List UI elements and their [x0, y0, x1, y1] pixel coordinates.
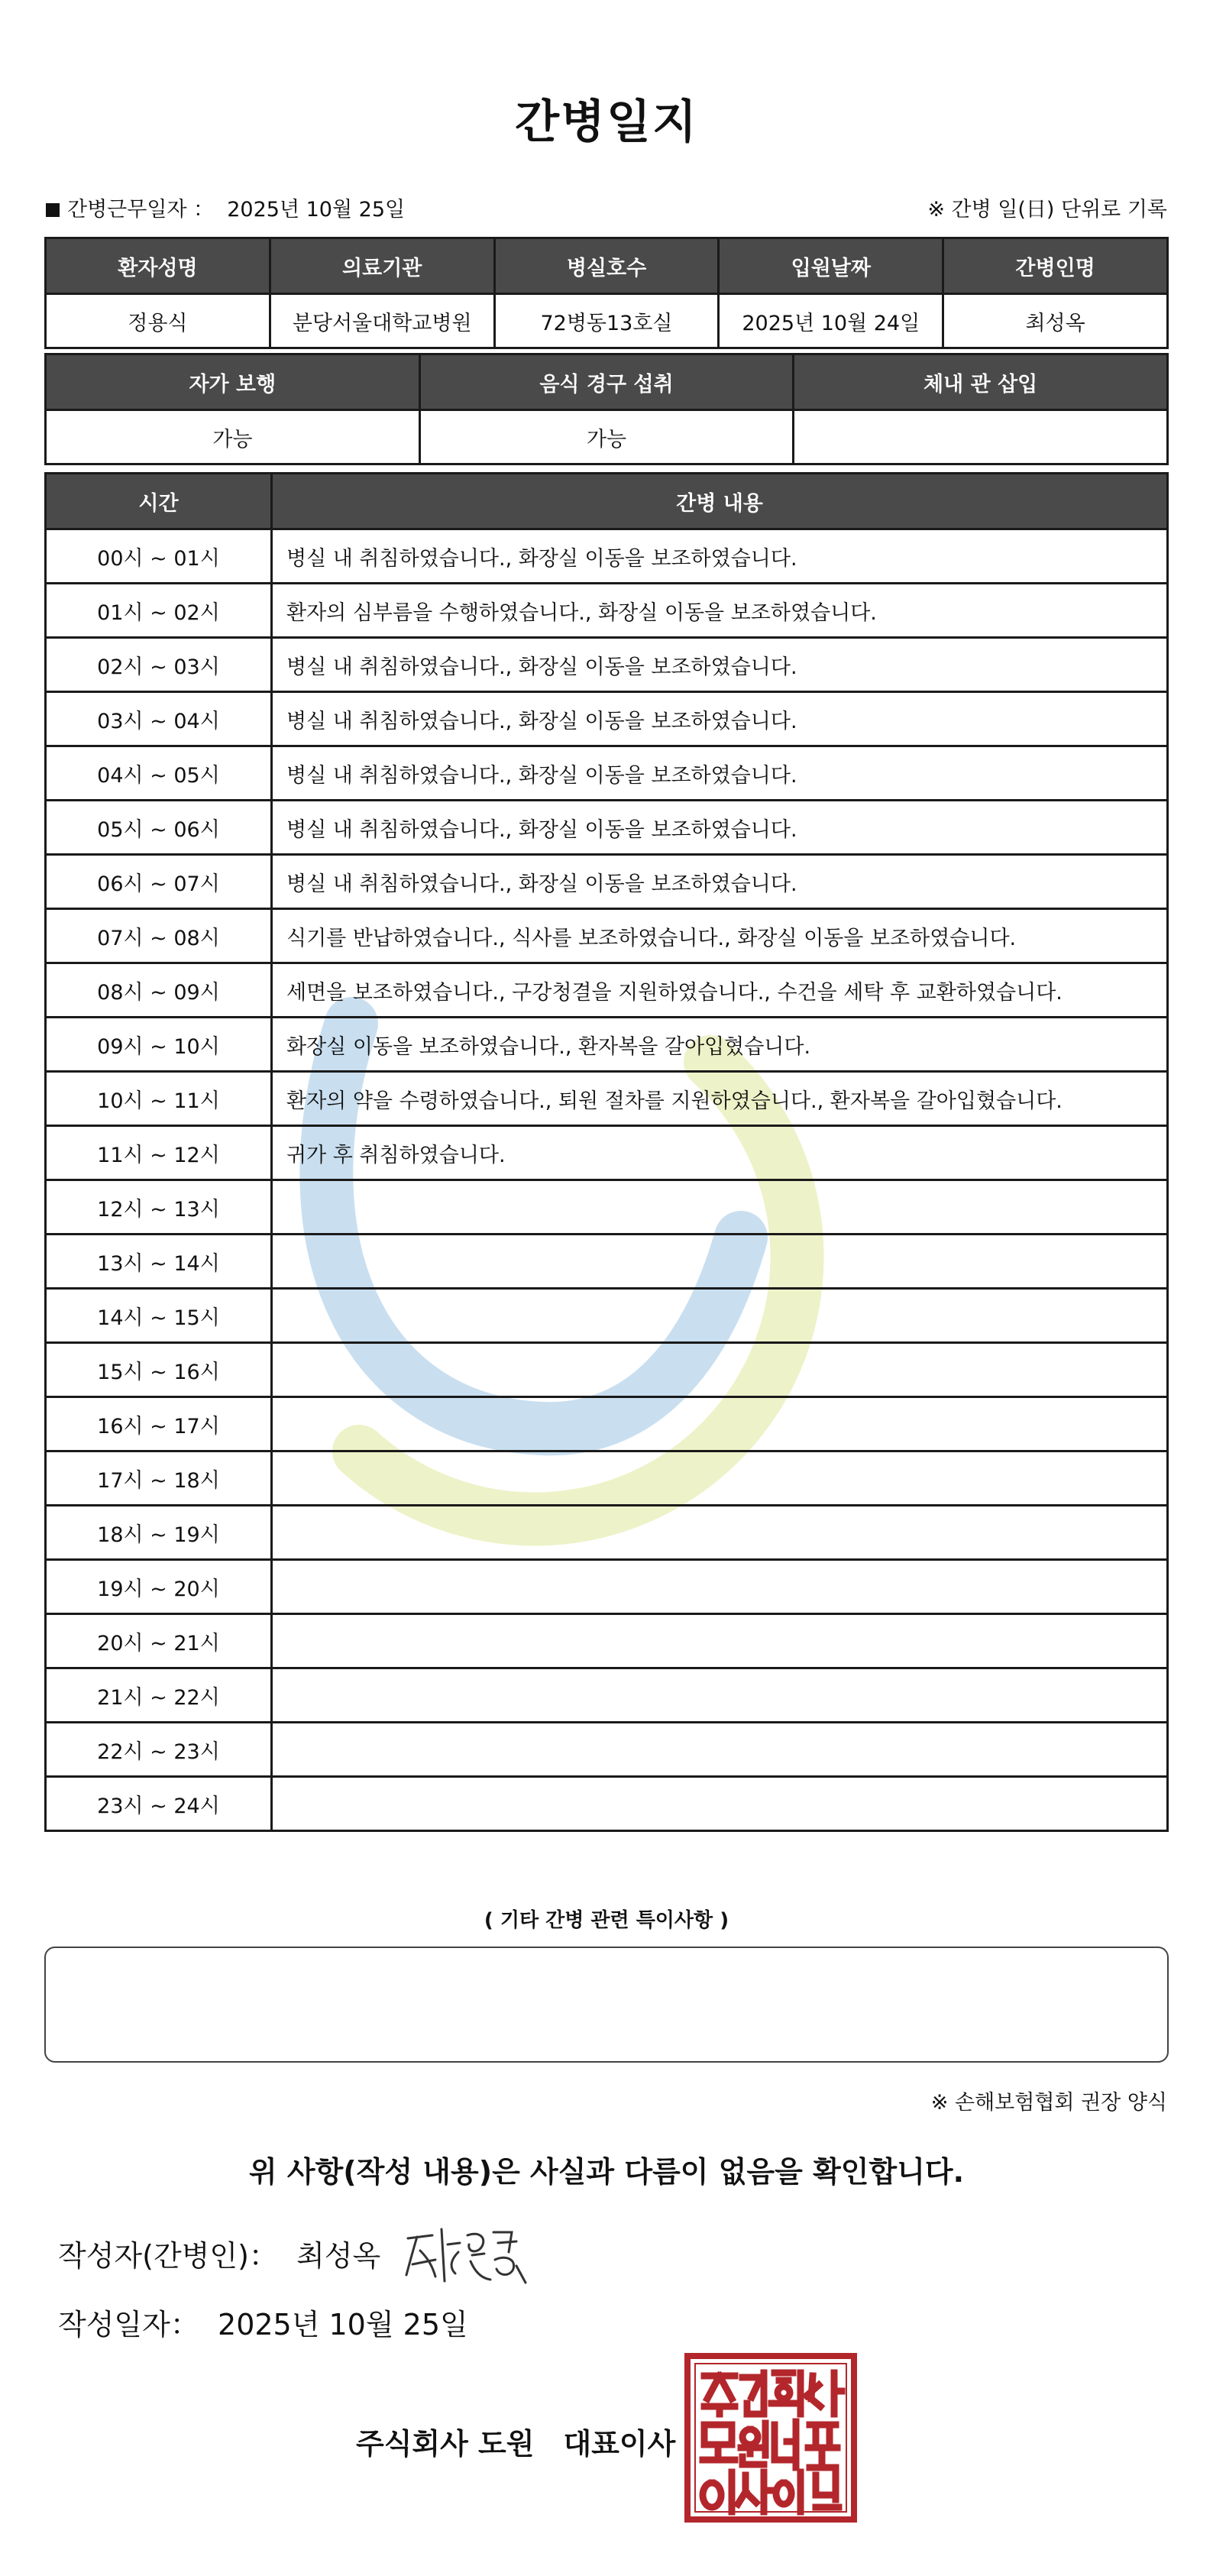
care-content: 식기를 반납하였습니다., 식사를 보조하였습니다., 화장실 이동을 보조하였습니다. [272, 909, 1168, 963]
care-content: 귀가 후 취침하였습니다. [272, 1126, 1168, 1180]
care-content [272, 1343, 1168, 1397]
writer-label: 작성자(간병인)： [58, 2239, 278, 2273]
time-slot: 04시 ~ 05시 [46, 746, 272, 801]
written-date-line [58, 2301, 468, 2343]
table-row [46, 1289, 1168, 1343]
care-content: 병실 내 취침하였습니다., 화장실 이동을 보조하였습니다. [272, 692, 1168, 746]
writer-line [58, 2232, 380, 2274]
time-slot: 05시 ~ 06시 [46, 801, 272, 855]
care-content: 병실 내 취침하였습니다., 화장실 이동을 보조하였습니다. [272, 746, 1168, 801]
table-row [46, 529, 1168, 584]
care-content [272, 1723, 1168, 1777]
admission-date: 2025년 10월 24일 [719, 294, 943, 348]
care-content [272, 1235, 1168, 1289]
ability-table [44, 353, 1169, 465]
company-representative: 주식회사 도원 대표이사 [356, 2427, 676, 2461]
table-row [46, 692, 1168, 746]
header-admission-date: 입원날짜 [719, 238, 943, 294]
work-date-value: 2025년 10월 25일 [227, 198, 406, 222]
tube-insertion-value [794, 410, 1168, 464]
patient-value-row [46, 294, 1168, 348]
care-content [272, 1560, 1168, 1614]
caregiver-name: 최성옥 [943, 294, 1168, 348]
table-row [46, 1180, 1168, 1235]
time-slot: 21시 ~ 22시 [46, 1668, 272, 1723]
header-tube-insertion: 체내 관 삽입 [794, 354, 1168, 410]
table-row [46, 1560, 1168, 1614]
room-number: 72병동13호실 [494, 294, 719, 348]
patient-name: 정용식 [46, 294, 270, 348]
time-slot: 09시 ~ 10시 [46, 1018, 272, 1072]
time-slot: 06시 ~ 07시 [46, 855, 272, 909]
care-log-table [44, 472, 1169, 1832]
care-content: 병실 내 취침하였습니다., 화장실 이동을 보조하였습니다. [272, 855, 1168, 909]
care-content [272, 1451, 1168, 1506]
notes-title: ( 기타 간병 관련 특이사항 ) [484, 1909, 729, 1932]
table-row [46, 1235, 1168, 1289]
table-row [46, 1451, 1168, 1506]
care-content: 병실 내 취침하였습니다., 화장실 이동을 보조하였습니다. [272, 529, 1168, 584]
table-row [46, 1777, 1168, 1831]
care-content: 병실 내 취침하였습니다., 화장실 이동을 보조하였습니다. [272, 638, 1168, 692]
writer-name: 최성옥 [296, 2239, 381, 2273]
time-slot: 17시 ~ 18시 [46, 1451, 272, 1506]
time-slot: 12시 ~ 13시 [46, 1180, 272, 1235]
header-patient-name: 환자성명 [46, 238, 270, 294]
time-slot: 00시 ~ 01시 [46, 529, 272, 584]
care-content: 화장실 이동을 보조하였습니다., 환자복을 갈아입혔습니다. [272, 1018, 1168, 1072]
confirmation-statement: 위 사항(작성 내용)은 사실과 다름이 없음을 확인합니다. [248, 2155, 965, 2189]
time-slot: 07시 ~ 08시 [46, 909, 272, 963]
time-slot: 18시 ~ 19시 [46, 1506, 272, 1560]
care-content [272, 1506, 1168, 1560]
time-slot: 23시 ~ 24시 [46, 1777, 272, 1831]
handwritten-signature [402, 2222, 532, 2290]
ability-value-row [46, 410, 1168, 464]
table-row [46, 963, 1168, 1018]
table-row [46, 638, 1168, 692]
table-row [46, 1668, 1168, 1723]
table-row [46, 801, 1168, 855]
care-content [272, 1777, 1168, 1831]
self-walking-value: 가능 [46, 410, 420, 464]
care-content: 세면을 보조하였습니다., 구강청결을 지원하였습니다., 수건을 세탁 후 교환하였습니다. [272, 963, 1168, 1018]
time-slot: 20시 ~ 21시 [46, 1614, 272, 1668]
square-bullet-icon [46, 203, 60, 217]
table-row [46, 1018, 1168, 1072]
oral-intake-value: 가능 [419, 410, 794, 464]
patient-info-table [44, 237, 1169, 349]
time-slot: 02시 ~ 03시 [46, 638, 272, 692]
page-title: 간병일지 [515, 95, 698, 149]
table-row [46, 1072, 1168, 1126]
patient-header-row [46, 238, 1168, 294]
time-slot: 01시 ~ 02시 [46, 584, 272, 638]
care-content [272, 1614, 1168, 1668]
header-oral-intake: 음식 경구 섭취 [419, 354, 794, 410]
table-row [46, 584, 1168, 638]
log-body [46, 529, 1168, 1831]
care-content [272, 1180, 1168, 1235]
header-self-walking: 자가 보행 [46, 354, 420, 410]
table-row [46, 1397, 1168, 1451]
table-row [46, 855, 1168, 909]
time-slot: 13시 ~ 14시 [46, 1235, 272, 1289]
header-room: 병실호수 [494, 238, 719, 294]
time-slot: 19시 ~ 20시 [46, 1560, 272, 1614]
table-row [46, 1506, 1168, 1560]
hospital-name: 분당서울대학교병원 [270, 294, 494, 348]
time-slot: 11시 ~ 12시 [46, 1126, 272, 1180]
special-notes-box [44, 1947, 1169, 2063]
care-content [272, 1289, 1168, 1343]
table-row [46, 746, 1168, 801]
header-caregiver-name: 간병인명 [943, 238, 1168, 294]
time-slot: 14시 ~ 15시 [46, 1289, 272, 1343]
time-slot: 15시 ~ 16시 [46, 1343, 272, 1397]
association-note: ※ 손해보험협회 권장 양식 [930, 2091, 1167, 2115]
table-row [46, 1126, 1168, 1180]
care-content [272, 1397, 1168, 1451]
header-care-content: 간병 내용 [272, 474, 1168, 529]
log-header-row [46, 474, 1168, 529]
ability-header-row [46, 354, 1168, 410]
table-row [46, 1343, 1168, 1397]
header-hospital: 의료기관 [270, 238, 494, 294]
company-seal-stamp [684, 2353, 857, 2523]
care-content: 환자의 심부름을 수행하였습니다., 화장실 이동을 보조하였습니다. [272, 584, 1168, 638]
time-slot: 22시 ~ 23시 [46, 1723, 272, 1777]
care-content: 병실 내 취침하였습니다., 화장실 이동을 보조하였습니다. [272, 801, 1168, 855]
header-time: 시간 [46, 474, 272, 529]
work-date [46, 193, 405, 222]
care-content: 환자의 약을 수령하였습니다., 퇴원 절차를 지원하였습니다., 환자복을 갈아입혔습니다. [272, 1072, 1168, 1126]
table-row [46, 1614, 1168, 1668]
time-slot: 03시 ~ 04시 [46, 692, 272, 746]
written-date-value: 2025년 10월 25일 [218, 2308, 468, 2341]
time-slot: 08시 ~ 09시 [46, 963, 272, 1018]
work-date-label: 간병근무일자 ： [67, 198, 215, 222]
care-content [272, 1668, 1168, 1723]
time-slot: 10시 ~ 11시 [46, 1072, 272, 1126]
table-row [46, 909, 1168, 963]
record-unit-note: ※ 간병 일(日) 단위로 기록 [927, 198, 1167, 222]
time-slot: 16시 ~ 17시 [46, 1397, 272, 1451]
table-row [46, 1723, 1168, 1777]
written-date-label: 작성일자： [58, 2308, 199, 2341]
